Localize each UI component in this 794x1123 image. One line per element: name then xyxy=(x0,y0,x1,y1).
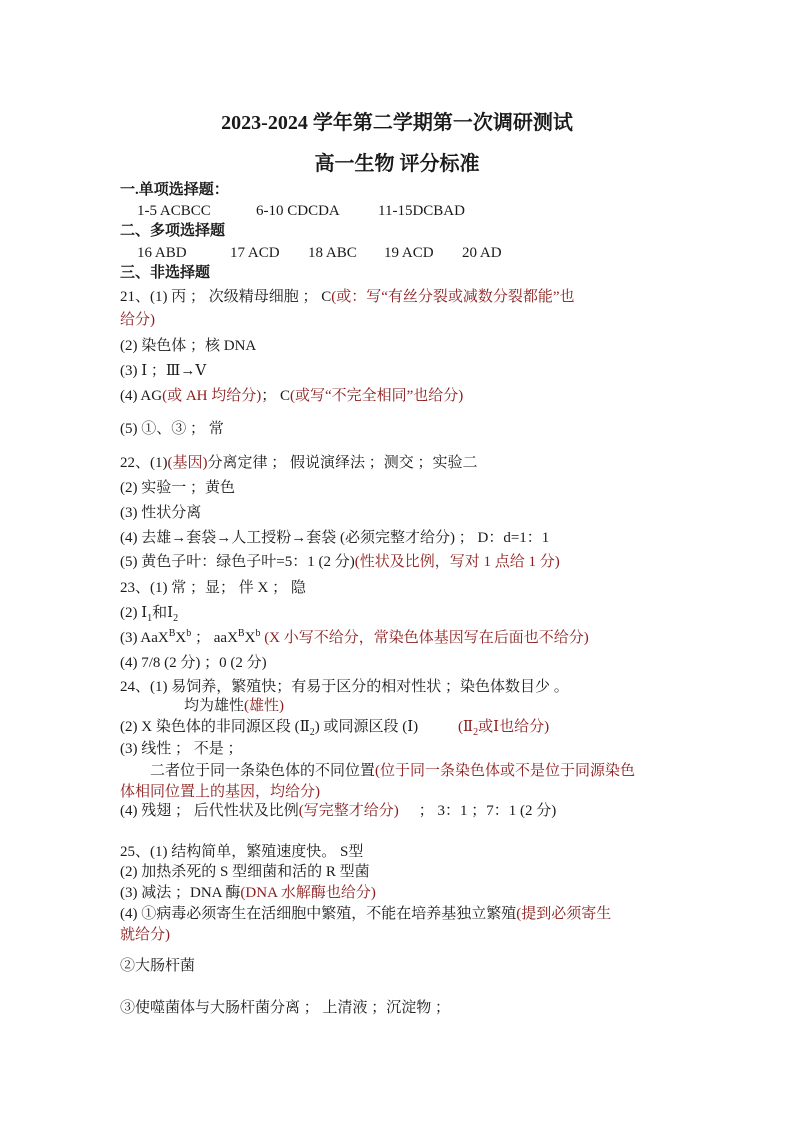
q21-line-2: 给分) xyxy=(120,312,155,328)
q22-line-1 xyxy=(120,453,478,473)
q24-part2-b: ) 或同源区段 (Ⅰ) xyxy=(314,719,419,735)
q24-line-5 xyxy=(150,761,635,781)
q21-line-6: (5) ①、③ ； 常 xyxy=(120,421,224,437)
q21-part1-note: (或：写“有丝分裂或减数分裂都能”也 xyxy=(331,289,575,305)
q24-part2-note-b: 或Ⅰ也给分) xyxy=(478,719,550,735)
q24-line-3 xyxy=(120,717,549,737)
q25-part4-note: (提到必须寄生 xyxy=(516,906,612,922)
q24-part4-b: ； 3：1 ；7：1 (2 分) xyxy=(418,803,557,819)
q24-line-1: 24、(1) 易饲养，繁殖快；有易于区分的相对性状 ；染色体数目少 。 xyxy=(120,679,569,695)
q25-part4-answer: (4) ①病毒必须寄生在活细胞中繁殖，不能在培养基独立繁殖 xyxy=(120,906,517,922)
q24-part3-answer: 二者位于同一条染色体的不同位置 xyxy=(150,763,376,779)
q23-line-4: (4) 7/8 (2 分) ；0 (2 分) xyxy=(120,655,267,671)
q23-part3-c: ； aaX xyxy=(191,630,238,646)
q22-line-5 xyxy=(120,552,560,572)
q23-line-1: 23、(1) 常 ；显； 伴 X ； 隐 xyxy=(120,580,306,596)
q24-part3-note: (位于同一条染色体或不是位于同源染色 xyxy=(375,763,636,779)
q24-part1-answer-b: 均为雄性 xyxy=(184,698,245,714)
q24-line-4: (3) 线性 ； 不是 ； xyxy=(120,741,243,757)
answer-20: 20 AD xyxy=(462,245,502,261)
q22-line-4: (4) 去雄→套袋→人工授粉→套袋 (必须完整才给分) ； D：d=1：1 xyxy=(120,530,550,546)
q21-line-1 xyxy=(120,287,575,307)
answer-6-10: 6-10 CDCDA xyxy=(256,203,340,219)
q23-part2-a: (2) Ⅰ xyxy=(120,605,148,621)
q24-line-6: 体相同位置上的基因，均给分) xyxy=(120,784,320,800)
q21-line-3: (2) 染色体 ；核 DNA xyxy=(120,338,257,354)
q23-line-3 xyxy=(120,628,589,648)
q22-part1-num: 22、(1) xyxy=(120,455,168,471)
q25-line-2: (2) 加热杀死的 S 型细菌和活的 R 型菌 xyxy=(120,864,370,880)
q24-line-2 xyxy=(184,696,284,716)
q23-part2-sub1: 1 xyxy=(147,613,153,624)
q24-part1-note: (雄性) xyxy=(244,698,285,714)
q24-part2-sub: 2 xyxy=(309,727,315,738)
q23-part3-sup4: b xyxy=(255,628,261,639)
q25-part3-answer: (3) 减法 ；DNA 酶 xyxy=(120,885,241,901)
q23-part3-a: (3) AaX xyxy=(120,630,169,646)
q21-part4-note-2: (或写“不完全相同”也给分) xyxy=(290,388,464,404)
q23-line-2 xyxy=(120,603,178,623)
answer-1-5: 1-5 ACBCC xyxy=(137,203,211,219)
q25-line-3 xyxy=(120,883,376,903)
q23-part3-b: X xyxy=(175,630,187,646)
page-title: 2023-2024 学年第二学期第一次调研测试 xyxy=(221,112,573,134)
q23-part2-b: 和Ⅰ xyxy=(152,605,174,621)
q24-part4-note: (写完整才给分) xyxy=(298,803,399,819)
q23-part3-d: X xyxy=(244,630,256,646)
q25-line-7: ③使噬菌体与大肠杆菌分离 ； 上清液 ；沉淀物 ； xyxy=(120,1000,451,1016)
q23-part2-sub2: 2 xyxy=(173,613,179,624)
q25-line-1: 25、(1) 结构简单，繁殖速度快。 S型 xyxy=(120,844,364,860)
q24-part2-a: (2) X 染色体的非同源区段 (Ⅱ xyxy=(120,719,310,735)
answer-19: 19 ACD xyxy=(384,245,434,261)
answer-17: 17 ACD xyxy=(230,245,280,261)
q25-line-6: ②大肠杆菌 xyxy=(120,958,196,974)
q23-part3-sup2: b xyxy=(186,628,192,639)
q22-part1-answer: 分离定律 ； 假说演绎法 ；测交 ；实验二 xyxy=(207,455,478,471)
q22-part5-answer: (5) 黄色子叶：绿色子叶=5：1 (2 分) xyxy=(120,554,355,570)
q21-part4-answer-a: (4) AG xyxy=(120,388,163,404)
answer-16: 16 ABD xyxy=(137,245,187,261)
q22-line-2: (2) 实验一 ；黄色 xyxy=(120,480,235,496)
q21-line-5 xyxy=(120,386,463,406)
section-heading-non-choice: 三、非选择题 xyxy=(120,265,211,281)
q22-part5-note: (性状及比例，写对 1 点给 1 分) xyxy=(354,554,560,570)
q24-part2-note xyxy=(457,719,550,738)
q24-line-7 xyxy=(120,801,556,821)
q25-line-5: 就给分) xyxy=(120,927,170,943)
section-heading-single-choice: 一.单项选择题： xyxy=(120,182,229,198)
q24-part2-note-a: (Ⅱ xyxy=(457,719,474,735)
q25-part3-note: (DNA 水解酶也给分) xyxy=(240,885,376,901)
answer-18: 18 ABC xyxy=(308,245,357,261)
answer-11-15: 11-15DCBAD xyxy=(378,203,465,219)
q23-part3-note: (X 小写不给分，常染色体基因写在后面也不给分) xyxy=(264,630,589,646)
q21-line-4: (3) Ⅰ ；Ⅲ→Ⅴ xyxy=(120,363,207,379)
q24-part4-a: (4) 残翅 ； 后代性状及比例 xyxy=(120,803,299,819)
q21-part4-answer-b: ； C xyxy=(261,388,290,404)
q22-part1-note: (基因) xyxy=(167,455,208,471)
q21-part1-answer: 21、(1) 丙 ； 次级精母细胞 ； C xyxy=(120,289,332,305)
q22-line-3: (3) 性状分离 xyxy=(120,505,202,521)
section-heading-multi-choice: 二、多项选择题 xyxy=(120,223,226,239)
q25-line-4 xyxy=(120,904,611,924)
q23-part3-sup3: B xyxy=(237,628,245,639)
page-subtitle: 高一生物 评分标准 xyxy=(314,153,480,175)
q24-part2-note-sub: 2 xyxy=(473,727,479,738)
q21-part4-note-1: (或 AH 均给分) xyxy=(162,388,262,404)
q23-part3-sup1: B xyxy=(168,628,176,639)
